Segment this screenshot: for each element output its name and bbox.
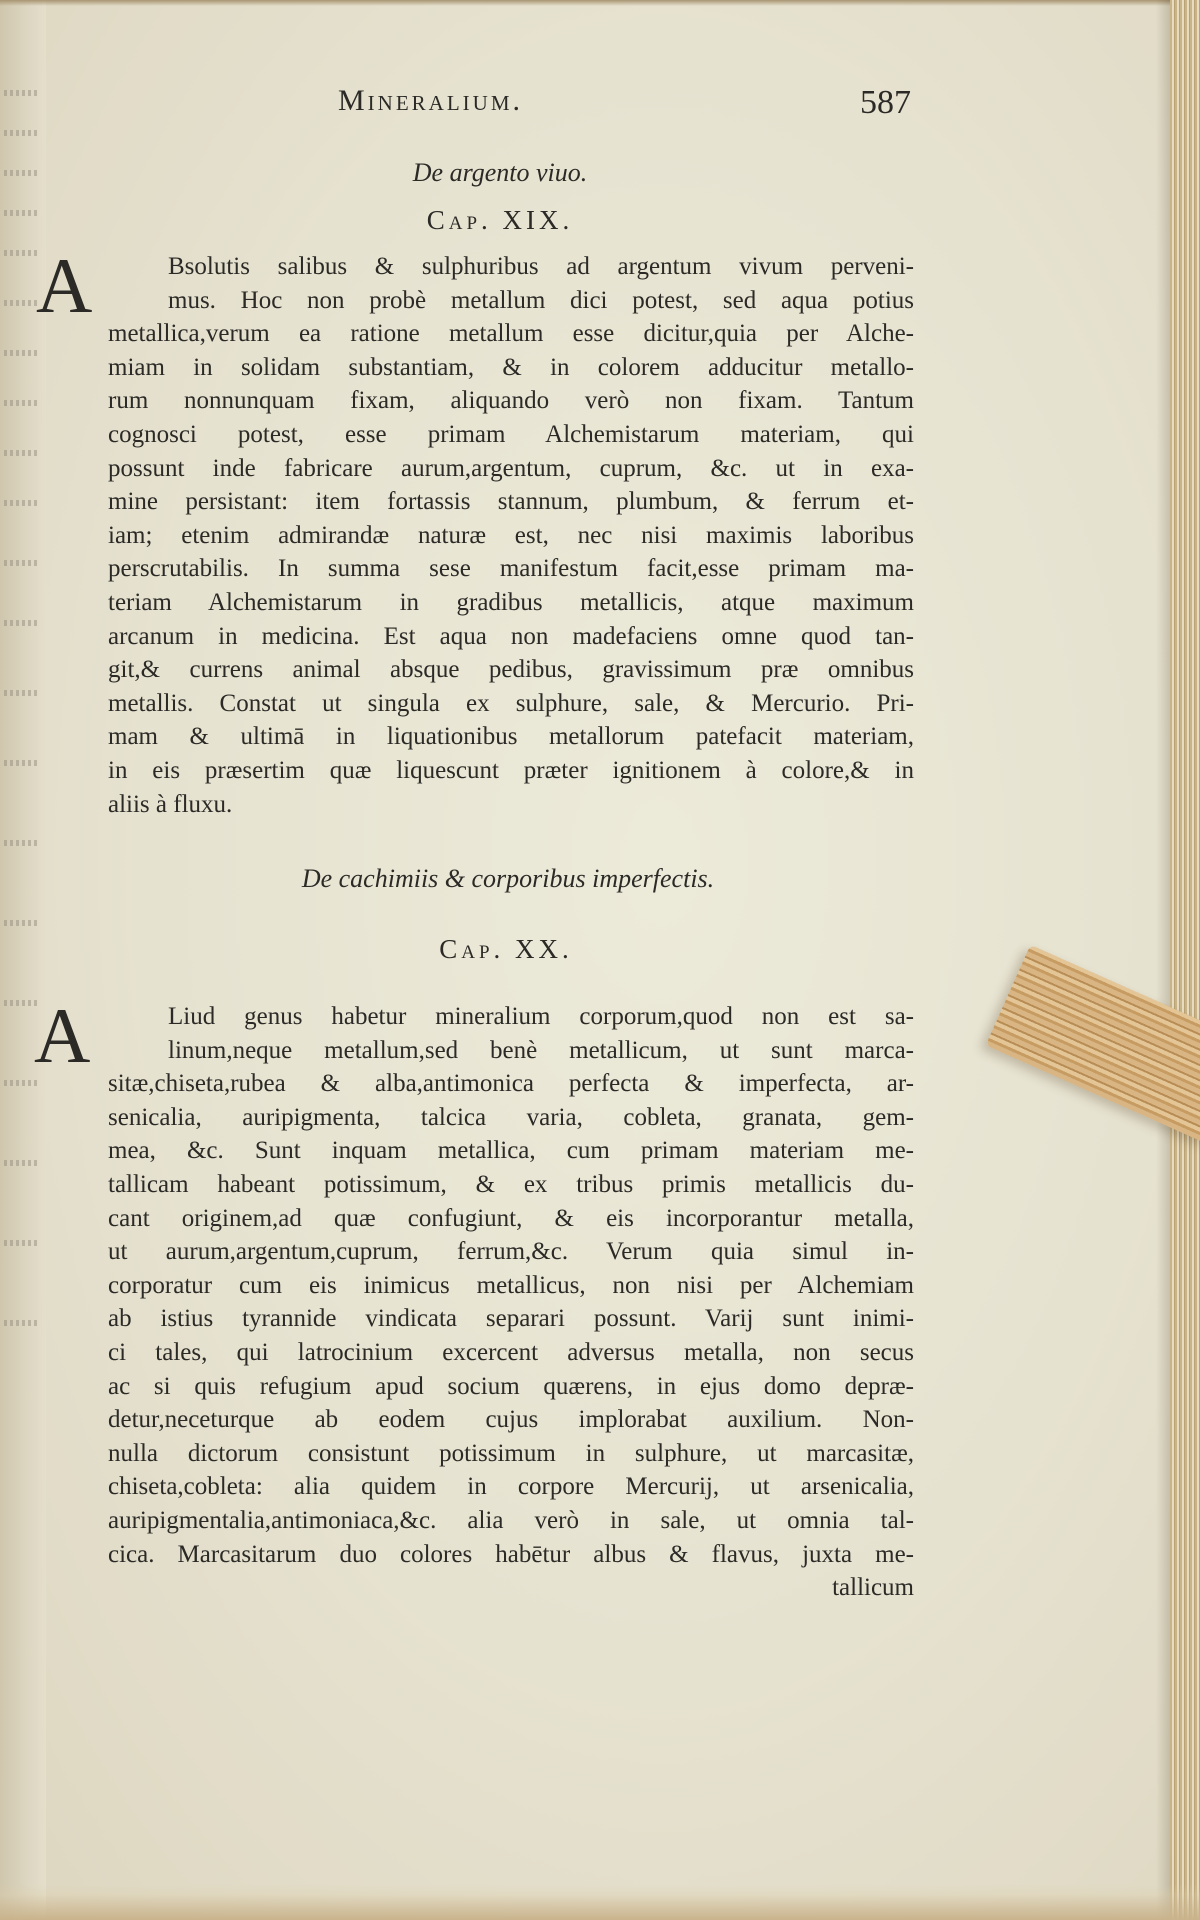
text-line: tallicam habeant potissimum, & ex tribus primis metallicis du- bbox=[108, 1170, 914, 1198]
text-line: arcanum in medicina. Est aqua non madefaciens omne quod tan- bbox=[108, 622, 914, 650]
catchword: tallicum bbox=[832, 1574, 914, 1602]
page-number: 587 bbox=[860, 84, 911, 121]
fore-edge-shadow bbox=[1156, 0, 1170, 1920]
bleed-mark bbox=[4, 840, 40, 846]
bleed-mark bbox=[4, 1320, 40, 1326]
text-line: sitæ,chiseta,rubea & alba,antimonica perfecta & imperfecta, ar- bbox=[108, 1070, 914, 1098]
bleed-mark bbox=[4, 250, 40, 256]
text-line: rum nonnunquam fixam, aliquando verò non fixam. Tantum bbox=[108, 387, 914, 415]
text-line: chiseta,cobleta: alia quidem in corpore Mercurij, ut arsenicalia, bbox=[108, 1473, 914, 1501]
text-line: senicalia, auripigmenta, talcica varia, cobleta, granata, gem- bbox=[108, 1103, 914, 1131]
text-line: cant originem,ad quæ confugiunt, & eis incorporantur metalla, bbox=[108, 1204, 914, 1232]
bleed-mark bbox=[4, 760, 40, 766]
top-edge bbox=[0, 0, 1200, 6]
bleed-mark bbox=[4, 1160, 40, 1166]
bleed-mark bbox=[4, 400, 40, 406]
bleed-mark bbox=[4, 350, 40, 356]
text-line: linum,neque metallum,sed benè metallicum, ut sunt marca- bbox=[168, 1036, 914, 1064]
bleed-mark bbox=[4, 1080, 40, 1086]
text-line: cognosci potest, esse primam Alchemistarum materiam, qui bbox=[108, 420, 914, 448]
text-line: ab istius tyrannide vindicata separari possunt. Varij sunt inimi- bbox=[108, 1305, 914, 1333]
bleed-mark bbox=[4, 90, 40, 96]
text-line: iam; etenim admirandæ naturæ est, nec nisi maximis laboribus bbox=[108, 521, 914, 549]
text-line: mea, &c. Sunt inquam metallica, cum primam materiam me- bbox=[108, 1137, 914, 1165]
text-line: nulla dictorum consistunt potissimum in sulphure, ut marcasitæ, bbox=[108, 1439, 914, 1467]
bottom-edge bbox=[0, 1884, 1200, 1920]
bleed-mark bbox=[4, 300, 40, 306]
paragraph-2 bbox=[108, 1000, 914, 1605]
text-line: git,& currens animal absque pedibus, gravissimum præ omnibus bbox=[108, 656, 914, 684]
text-line: metallis. Constat ut singula ex sulphure, sale, & Mercurio. Pri- bbox=[108, 689, 914, 717]
text-line: perscrutabilis. In summa sese manifestum facit,esse primam ma- bbox=[108, 555, 914, 583]
text-line: auripigmentalia,antimoniaca,&c. alia verò in sale, ut omnia tal- bbox=[108, 1506, 914, 1534]
text-line: ut aurum,argentum,cuprum, ferrum,&c. Verum quia simul in- bbox=[108, 1238, 914, 1266]
text-line: possunt inde fabricare aurum,argentum, cuprum, &c. ut in exa- bbox=[108, 454, 914, 482]
section-title-1: De argento viuo. bbox=[412, 158, 588, 187]
text-line: miam in solidam substantiam, & in colorem adducitur metallo- bbox=[108, 353, 914, 381]
text-line: mam & ultimā in liquationibus metallorum patefacit materiam, bbox=[108, 723, 914, 751]
bleed-mark bbox=[4, 620, 40, 626]
text-line: metallica,verum ea ratione metallum esse dicitur,quia per Alche- bbox=[108, 320, 914, 348]
bleed-mark bbox=[4, 690, 40, 696]
bleed-mark bbox=[4, 560, 40, 566]
text-line: corporatur cum eis inimicus metallicus, non nisi per Alchemiam bbox=[108, 1271, 914, 1299]
drop-cap-2: A bbox=[34, 992, 91, 1079]
bleed-mark bbox=[4, 1240, 40, 1246]
bleed-mark bbox=[4, 130, 40, 136]
text-line: teriam Alchemistarum in gradibus metallicis, atque maximum bbox=[108, 588, 914, 616]
running-head: Mineralium. bbox=[338, 84, 523, 117]
paragraph-1 bbox=[108, 250, 914, 821]
text-line: in eis præsertim quæ liquescunt præter ignitionem à colore,& in bbox=[108, 756, 914, 784]
text-line: mus. Hoc non probè metallum dici potest, sed aqua potius bbox=[168, 286, 914, 314]
fore-edge bbox=[1170, 0, 1200, 1920]
drop-cap-1: A bbox=[36, 242, 93, 329]
bleed-mark bbox=[4, 920, 40, 926]
chapter-heading-1: Cap. XIX. bbox=[426, 205, 574, 235]
section-title-2: De cachimiis & corporibus imperfectis. bbox=[301, 864, 715, 893]
text-line: ac si quis refugium apud socium quærens, in ejus domo depræ- bbox=[108, 1372, 914, 1400]
text-line: Liud genus habetur mineralium corporum,quod non est sa- bbox=[168, 1003, 914, 1030]
text-line: mine persistant: item fortassis stannum, plumbum, & ferrum et- bbox=[108, 488, 914, 516]
chapter-heading-2: Cap. XX. bbox=[439, 934, 573, 964]
bleed-mark bbox=[4, 500, 40, 506]
text-line: cica. Marcasitarum duo colores habētur albus & flavus, juxta me- bbox=[108, 1540, 914, 1568]
bleed-mark bbox=[4, 450, 40, 456]
text-line: detur,neceturque ab eodem cujus implorabat auxilium. Non- bbox=[108, 1406, 914, 1434]
text-line: Bsolutis salibus & sulphuribus ad argentum vivum perveni- bbox=[168, 253, 914, 280]
text-line: aliis à fluxu. bbox=[108, 790, 233, 818]
text-line: ci tales, qui latrocinium excercent adversus metalla, non secus bbox=[108, 1338, 914, 1366]
